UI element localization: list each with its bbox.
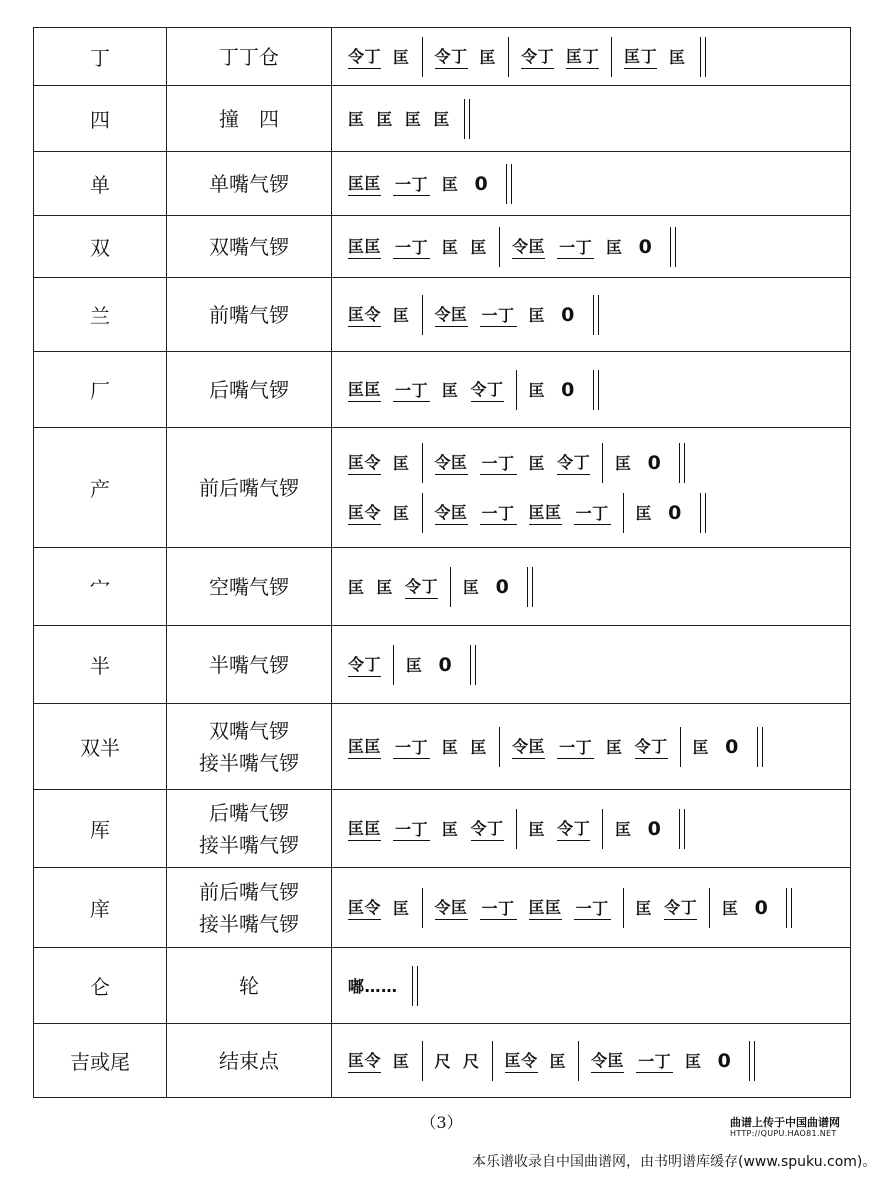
percussion-syllable: 一丁 xyxy=(480,896,517,920)
percussion-syllable: 匡匡 xyxy=(348,234,381,259)
measure xyxy=(609,804,671,854)
percussion-syllable: 令丁 xyxy=(435,44,468,69)
percussion-syllable: 一丁 xyxy=(393,735,430,759)
measure xyxy=(342,222,493,272)
percussion-syllable: 一丁 xyxy=(574,896,611,920)
row-notation xyxy=(332,278,851,352)
barline xyxy=(499,227,500,267)
rest-symbol: 0 xyxy=(474,172,489,195)
row-symbol: 仑 xyxy=(34,948,167,1024)
barline xyxy=(422,443,423,483)
row-symbol: 单 xyxy=(34,152,167,216)
row-pattern-name xyxy=(167,86,332,152)
rest-symbol: 0 xyxy=(725,735,739,758)
percussion-syllable: 匡 xyxy=(348,110,365,129)
percussion-syllable: 尺 xyxy=(463,1052,480,1071)
final-barline xyxy=(593,295,599,335)
percussion-syllable: 一丁 xyxy=(557,735,594,759)
row-symbol: 产 xyxy=(34,428,167,548)
pattern-name-line: 前后嘴气锣 xyxy=(199,475,299,500)
row-symbol: 兰 xyxy=(34,278,167,352)
notation-line xyxy=(342,488,850,538)
row-pattern-name xyxy=(167,1024,332,1098)
percussion-syllable: 令匡 xyxy=(512,234,545,259)
measure xyxy=(523,804,597,854)
row-pattern-name xyxy=(167,548,332,626)
notation-line xyxy=(342,159,850,209)
percussion-syllable: 匡 xyxy=(393,504,410,523)
percussion-syllable: 匡 xyxy=(685,1052,702,1071)
percussion-syllable: 匡 xyxy=(528,306,546,325)
barline xyxy=(680,727,681,767)
percussion-syllable: 匡令 xyxy=(348,895,381,920)
percussion-syllable: 一丁 xyxy=(480,303,517,327)
percussion-syllable: 令丁 xyxy=(521,44,554,69)
barline xyxy=(516,809,517,849)
percussion-syllable: 令丁 xyxy=(405,574,438,599)
barline xyxy=(422,493,423,533)
percussion-syllable: 令匡 xyxy=(435,895,468,920)
rest-symbol: 0 xyxy=(561,378,575,401)
measure xyxy=(342,32,416,82)
row-symbol: 四 xyxy=(34,86,167,152)
percussion-syllable: 匡 xyxy=(442,820,459,839)
row-pattern-name xyxy=(167,626,332,704)
notation-table-body xyxy=(34,28,851,1098)
percussion-syllable: 匡 xyxy=(470,238,488,257)
percussion-syllable: 匡 xyxy=(528,381,546,400)
percussion-syllable: 一丁 xyxy=(393,817,430,841)
percussion-syllable: 匡令 xyxy=(348,302,381,327)
percussion-syllable: 匡 xyxy=(615,454,632,473)
row-pattern-name xyxy=(167,704,332,790)
percussion-syllable: 匡 xyxy=(376,578,394,597)
barline xyxy=(393,645,394,685)
percussion-syllable: 匡 xyxy=(470,738,488,757)
notation-row xyxy=(34,216,851,278)
percussion-syllable: 一丁 xyxy=(557,235,594,259)
site-watermark-url: HTTP://QUPU.HAO81.NET xyxy=(730,1129,837,1138)
measure xyxy=(342,722,493,772)
percussion-syllable: 匡令 xyxy=(348,1048,381,1073)
rest-symbol: 0 xyxy=(717,1049,732,1072)
notation-row xyxy=(34,428,851,548)
row-pattern-name xyxy=(167,790,332,868)
percussion-syllable: 匡 xyxy=(692,738,710,757)
percussion-syllable: 令丁 xyxy=(471,816,504,841)
notation-line xyxy=(342,32,850,82)
rest-symbol: 0 xyxy=(754,896,769,919)
barline xyxy=(709,888,710,928)
percussion-syllable: 匡 xyxy=(348,578,365,597)
percussion-syllable: 一丁 xyxy=(393,378,430,402)
site-watermark xyxy=(730,1117,840,1139)
percussion-syllable: 匡匡 xyxy=(348,734,381,759)
row-symbol: 双 xyxy=(34,216,167,278)
barline xyxy=(602,443,603,483)
percussion-syllable: 匡丁 xyxy=(566,44,599,69)
measure xyxy=(400,640,462,690)
measure xyxy=(342,94,456,144)
final-barline xyxy=(749,1041,755,1081)
row-pattern-name xyxy=(167,152,332,216)
notation-line xyxy=(342,640,850,690)
measure xyxy=(342,640,387,690)
rest-symbol: 0 xyxy=(495,575,510,598)
percussion-syllable: 匡 xyxy=(442,238,459,257)
percussion-syllable: 匡 xyxy=(606,238,623,257)
percussion-syllable: 匡 xyxy=(393,454,410,473)
percussion-syllable: 匡匡 xyxy=(348,816,381,841)
barline xyxy=(492,1041,493,1081)
pattern-name-line: 接半嘴气锣 xyxy=(199,750,299,775)
row-notation xyxy=(332,868,851,948)
percussion-syllable: 令丁 xyxy=(348,44,381,69)
notation-row xyxy=(34,868,851,948)
measure xyxy=(506,722,674,772)
pattern-name-line: 双嘴气锣 xyxy=(209,718,289,743)
row-pattern-name xyxy=(167,216,332,278)
percussion-syllable: 令丁 xyxy=(635,734,668,759)
final-barline xyxy=(470,645,476,685)
percussion-syllable: 匡 xyxy=(393,48,410,67)
measure xyxy=(342,961,404,1011)
percussion-syllable: 匡 xyxy=(635,504,653,523)
percussion-syllable: 匡 xyxy=(606,738,623,757)
notation-line xyxy=(342,562,850,612)
notation-row xyxy=(34,948,851,1024)
percussion-syllable: 匡 xyxy=(442,738,459,757)
row-pattern-name xyxy=(167,868,332,948)
percussion-syllable: 匡令 xyxy=(348,500,381,525)
percussion-syllable: 一丁 xyxy=(636,1049,673,1073)
notation-row xyxy=(34,86,851,152)
measure xyxy=(342,883,416,933)
row-notation xyxy=(332,1024,851,1098)
percussion-syllable: 匡 xyxy=(376,110,394,129)
row-notation xyxy=(332,28,851,86)
measure xyxy=(499,1036,573,1086)
percussion-syllable: 令丁 xyxy=(557,816,590,841)
notation-row xyxy=(34,1024,851,1098)
pattern-name-line: 接半嘴气锣 xyxy=(199,911,299,936)
barline xyxy=(623,493,624,533)
percussion-syllable: 匡 xyxy=(442,381,459,400)
notation-line xyxy=(342,722,850,772)
pattern-name-line: 前后嘴气锣 xyxy=(199,879,299,904)
percussion-syllable: 匡 xyxy=(528,454,546,473)
percussion-syllable: 匡 xyxy=(479,48,497,67)
final-barline xyxy=(670,227,676,267)
notation-line xyxy=(342,290,850,340)
notation-row xyxy=(34,704,851,790)
measure xyxy=(523,365,585,415)
row-notation xyxy=(332,790,851,868)
row-notation xyxy=(332,548,851,626)
notation-row xyxy=(34,352,851,428)
percussion-syllable: 令丁 xyxy=(471,377,504,402)
percussion-syllable: 一丁 xyxy=(393,235,430,259)
percussion-syllable: 匡 xyxy=(405,110,422,129)
measure xyxy=(429,488,617,538)
percussion-syllable: 匡匡 xyxy=(529,500,562,525)
percussion-syllable: 匡令 xyxy=(348,450,381,475)
notation-row xyxy=(34,548,851,626)
measure xyxy=(687,722,749,772)
notation-row xyxy=(34,278,851,352)
final-barline xyxy=(757,727,763,767)
percussion-syllable: 匡匡 xyxy=(348,171,381,196)
measure xyxy=(429,290,585,340)
percussion-syllable: 匡匡 xyxy=(348,377,381,402)
measure xyxy=(618,32,692,82)
row-notation xyxy=(332,428,851,548)
pattern-name-line: 后嘴气锣 xyxy=(209,800,289,825)
notation-line xyxy=(342,961,850,1011)
percussion-syllable: 匡丁 xyxy=(624,44,657,69)
percussion-syllable: 令丁 xyxy=(664,895,697,920)
final-barline xyxy=(464,99,470,139)
percussion-syllable: 匡令 xyxy=(505,1048,538,1073)
barline xyxy=(422,1041,423,1081)
row-symbol: 吉或尾 xyxy=(34,1024,167,1098)
row-notation xyxy=(332,626,851,704)
measure xyxy=(342,290,416,340)
row-symbol: 丁 xyxy=(34,28,167,86)
measure xyxy=(609,438,671,488)
percussion-syllable: 匡 xyxy=(393,899,410,918)
row-symbol: 半 xyxy=(34,626,167,704)
final-barline xyxy=(679,443,685,483)
notation-row xyxy=(34,626,851,704)
measure xyxy=(342,804,510,854)
page-number: （3） xyxy=(420,1113,463,1132)
final-barline xyxy=(700,493,706,533)
percussion-syllable: 匡匡 xyxy=(529,895,562,920)
notation-line xyxy=(342,94,850,144)
row-pattern-name xyxy=(167,278,332,352)
final-barline xyxy=(786,888,792,928)
measure xyxy=(506,222,662,272)
measure xyxy=(342,488,416,538)
percussion-syllable: 匡 xyxy=(722,899,739,918)
final-barline xyxy=(593,370,599,410)
row-notation xyxy=(332,152,851,216)
measure xyxy=(342,438,416,488)
barline xyxy=(623,888,624,928)
percussion-syllable: 一丁 xyxy=(480,451,517,475)
pattern-name-line: 前嘴气锣 xyxy=(209,302,289,327)
measure xyxy=(429,32,503,82)
final-barline xyxy=(527,567,533,607)
percussion-syllable: 尺 xyxy=(434,1052,452,1071)
row-notation xyxy=(332,216,851,278)
percussion-syllable: 令匡 xyxy=(435,500,468,525)
percussion-syllable: 令丁 xyxy=(557,450,590,475)
measure xyxy=(342,1036,416,1086)
percussion-syllable: 匡 xyxy=(442,175,459,194)
row-pattern-name xyxy=(167,428,332,548)
percussion-syllable: 匡 xyxy=(406,656,423,675)
barline xyxy=(578,1041,579,1081)
pattern-name-line: 结束点 xyxy=(219,1048,279,1073)
measure xyxy=(429,438,597,488)
measure xyxy=(585,1036,741,1086)
barline xyxy=(422,295,423,335)
percussion-syllable: 匡 xyxy=(393,306,410,325)
measure xyxy=(515,32,605,82)
row-notation xyxy=(332,352,851,428)
notation-line xyxy=(342,365,850,415)
barline xyxy=(450,567,451,607)
notation-line xyxy=(342,804,850,854)
pattern-name-line: 接半嘴气锣 xyxy=(199,832,299,857)
pattern-name-line: 后嘴气锣 xyxy=(209,377,289,402)
notation-row xyxy=(34,790,851,868)
notation-line xyxy=(342,883,850,933)
percussion-syllable: 一丁 xyxy=(480,501,517,525)
measure xyxy=(342,159,498,209)
barline xyxy=(602,809,603,849)
measure xyxy=(342,365,510,415)
row-symbol: 厂 xyxy=(34,352,167,428)
percussion-syllable: 嘟…… xyxy=(348,977,398,996)
percussion-syllable: 令匡 xyxy=(435,302,468,327)
site-watermark-title: 曲谱上传于中国曲谱网 xyxy=(730,1116,840,1129)
row-symbol: 宀 xyxy=(34,548,167,626)
row-symbol: 双半 xyxy=(34,704,167,790)
rest-symbol: 0 xyxy=(668,501,682,524)
measure xyxy=(429,1036,486,1086)
pattern-name-line: 半嘴气锣 xyxy=(209,652,289,677)
row-symbol: 庠 xyxy=(34,868,167,948)
percussion-syllable: 匡 xyxy=(549,1052,567,1071)
percussion-syllable: 一丁 xyxy=(574,501,611,525)
barline xyxy=(422,888,423,928)
row-pattern-name xyxy=(167,352,332,428)
pattern-name-line: 单嘴气锣 xyxy=(209,171,289,196)
measure xyxy=(342,562,444,612)
pattern-name-line: 双嘴气锣 xyxy=(209,234,289,259)
pattern-name-line: 空嘴气锣 xyxy=(209,574,289,599)
notation-row xyxy=(34,28,851,86)
rest-symbol: 0 xyxy=(638,235,653,258)
final-barline xyxy=(700,37,706,77)
final-barline xyxy=(506,164,512,204)
barline xyxy=(516,370,517,410)
footer-note: 本乐谱收录自中国曲谱网，由书明谱库缓存(www.spuku.com)。 xyxy=(472,1154,877,1170)
rest-symbol: 0 xyxy=(438,653,453,676)
measure xyxy=(429,883,617,933)
percussion-syllable: 匡 xyxy=(463,578,480,597)
row-notation xyxy=(332,948,851,1024)
barline xyxy=(508,37,509,77)
measure xyxy=(630,883,704,933)
row-pattern-name xyxy=(167,948,332,1024)
row-symbol: 厍 xyxy=(34,790,167,868)
pattern-name-line: 撞 四 xyxy=(219,106,279,131)
percussion-syllable: 匡 xyxy=(669,48,686,67)
barline xyxy=(499,727,500,767)
rest-symbol: 0 xyxy=(561,303,575,326)
notation-line xyxy=(342,222,850,272)
measure xyxy=(630,488,692,538)
notation-table xyxy=(33,27,851,1098)
percussion-syllable: 匡 xyxy=(635,899,653,918)
percussion-syllable: 令匡 xyxy=(512,734,545,759)
percussion-syllable: 令匡 xyxy=(591,1048,624,1073)
pattern-name-line: 轮 xyxy=(239,973,259,998)
final-barline xyxy=(412,966,418,1006)
notation-line xyxy=(342,438,850,488)
percussion-syllable: 匡 xyxy=(615,820,632,839)
measure xyxy=(716,883,778,933)
rest-symbol: 0 xyxy=(647,817,662,840)
pattern-name-line: 丁丁仓 xyxy=(219,44,279,69)
row-notation xyxy=(332,704,851,790)
percussion-syllable: 匡 xyxy=(433,110,451,129)
barline xyxy=(611,37,612,77)
percussion-syllable: 匡 xyxy=(393,1052,410,1071)
rest-symbol: 0 xyxy=(647,451,662,474)
row-pattern-name xyxy=(167,28,332,86)
percussion-syllable: 令匡 xyxy=(435,450,468,475)
barline xyxy=(422,37,423,77)
percussion-syllable: 令丁 xyxy=(348,652,381,677)
final-barline xyxy=(679,809,685,849)
measure xyxy=(457,562,519,612)
row-notation xyxy=(332,86,851,152)
percussion-syllable: 一丁 xyxy=(393,172,430,196)
percussion-syllable: 匡 xyxy=(528,820,546,839)
notation-line xyxy=(342,1036,850,1086)
notation-row xyxy=(34,152,851,216)
